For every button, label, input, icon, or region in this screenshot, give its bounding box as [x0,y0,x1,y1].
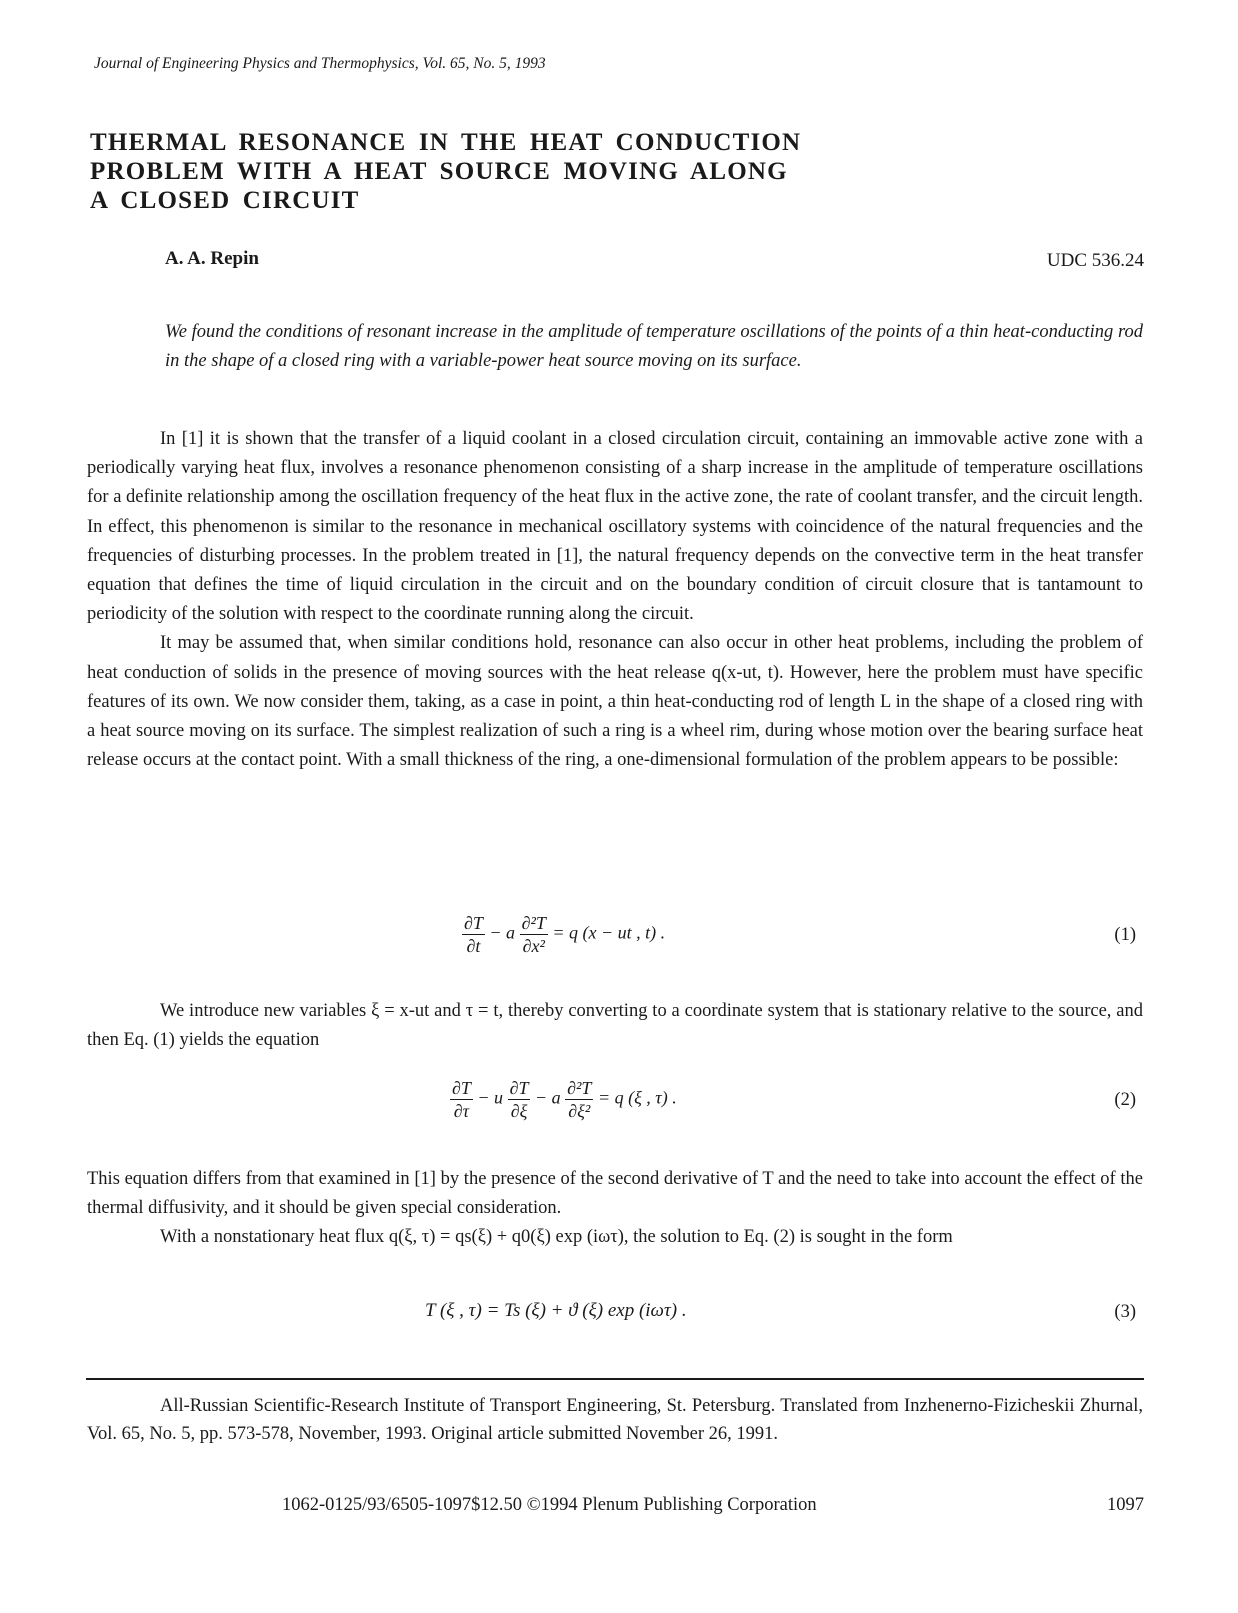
fraction [508,1077,531,1122]
title-line: A CLOSED CIRCUIT [90,187,360,214]
equation-2 [450,1077,677,1122]
rhs: = q (ξ , τ) . [597,1087,677,1108]
copyright-line: 1062-0125/93/6505-1097$12.50 ©1994 Plenum Publishing Corporation [282,1495,817,1515]
paragraph: With a nonstationary heat flux q(ξ, τ) = qs(ξ) + q0(ξ) exp (iωτ), the solution to Eq. (2) is sought in the form [160,1227,953,1248]
fraction [450,1077,473,1122]
paragraph: We introduce new variables ξ = x-ut and τ = t, thereby converting to a coordinate system that is stationary relative to the source, and then Eq. (1) yields the equation [87,1001,1143,1051]
paragraph: This equation differs from that examined in [1] by the presence of the second derivative of T and the need to take into account the effect of the thermal diffusivity, and it should be given special consideration. [87,1169,1143,1219]
body-section-3 [87,1165,1143,1253]
footnote-rule [86,1378,1144,1380]
equation-1 [462,912,665,957]
title-line: THERMAL RESONANCE IN THE HEAT CONDUCTION [90,129,802,156]
term: − a [489,922,516,943]
body-section-1 [87,425,1143,775]
article-title [90,128,850,215]
fraction [565,1077,593,1122]
numerator: ∂T [464,913,483,933]
numerator: ∂²T [521,913,546,933]
equation-number: (2) [1114,1090,1136,1110]
equation-number: (1) [1114,925,1136,945]
equation-number: (3) [1114,1302,1136,1322]
numerator: ∂²T [567,1078,592,1098]
fraction [462,912,485,957]
denominator: ∂τ [453,1101,470,1121]
abstract: We found the conditions of resonant increase in the amplitude of temperature oscillations of the points of a thin heat-conducting rod in the shape of a closed ring with a variable-power heat source moving on its surface. [165,322,1143,371]
author: A. A. Repin [165,248,259,269]
footnote [87,1392,1143,1448]
term: − u [477,1087,504,1108]
footnote-text: All-Russian Scientific-Research Institute of Transport Engineering, St. Petersburg. Translated from Inzhenerno-Fizicheskii Zhurnal, Vol. 65, No. 5, pp. 573-578, November, 1993. Original article submitted November 26, 1991. [87,1396,1143,1444]
body-section-2 [87,997,1143,1055]
fraction [520,912,548,957]
equation-3: T (ξ , τ) = Ts (ξ) + ϑ (ξ) exp (iωτ) . [425,1300,687,1321]
title-line: PROBLEM WITH A HEAT SOURCE MOVING ALONG [90,158,788,185]
denominator: ∂t [466,936,481,956]
denominator: ∂ξ [510,1101,528,1121]
numerator: ∂T [509,1078,529,1098]
numerator: ∂T [452,1078,471,1098]
denominator: ∂ξ² [568,1101,591,1121]
term: − a [534,1087,561,1108]
page-number: 1097 [1107,1495,1144,1515]
journal-header: Journal of Engineering Physics and Thermophysics, Vol. 65, No. 5, 1993 [94,55,546,72]
paragraph: In [1] it is shown that the transfer of a liquid coolant in a closed circulation circuit, containing an immovable active zone with a periodically varying heat flux, involves a resonance phenomenon consisting of a sharp increase in the amplitude of temperature oscillations for a definite relationship among the oscillation frequency of the heat flux in the active zone, the rate of coolant transfer, and the circuit length. In effect, this phenomenon is similar to the resonance in mechanical oscillatory systems with coincidence of the natural frequencies and the frequencies of disturbing processes. In the problem treated in [1], the natural frequency depends on the convective term in the heat transfer equation that defines the time of liquid circulation in the circuit and on the boundary condition of circuit closure that is tantamount to periodicity of the solution with respect to the coordinate running along the circuit. [87,429,1143,625]
udc-code: UDC 536.24 [1046,250,1144,271]
denominator: ∂x² [522,936,545,956]
paragraph: It may be assumed that, when similar conditions hold, resonance can also occur in other heat problems, including the problem of heat conduction of solids in the presence of moving sources with the heat release q(x-ut, t). However, here the problem must have specific features of its own. We now consider them, taking, as a case in point, a thin heat-conducting rod of length L in the shape of a closed ring with a heat source moving on its surface. The simplest realization of such a ring is a wheel rim, during whose motion over the bearing surface heat release occurs at the contact point. With a small thickness of the ring, a one-dimensional formulation of the problem appears to be possible: [87,633,1143,771]
rhs: = q (x − ut , t) . [552,922,666,943]
